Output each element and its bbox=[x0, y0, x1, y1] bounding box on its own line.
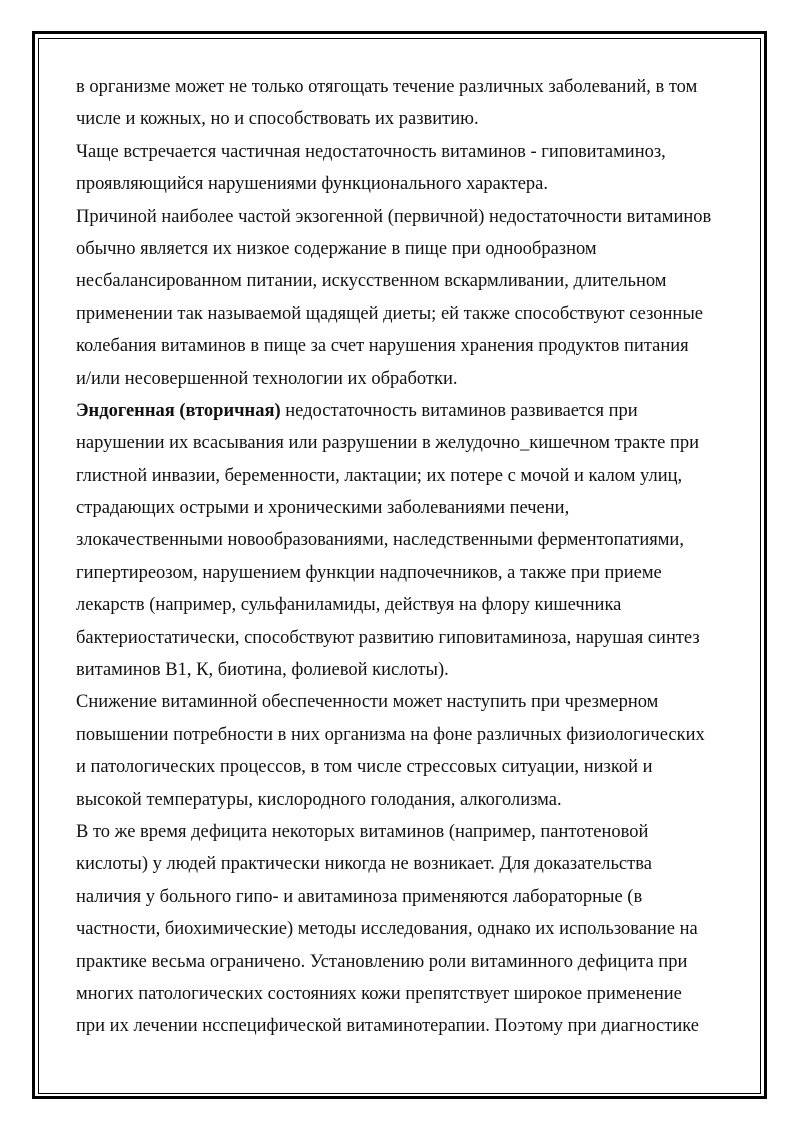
text-line: витаминов В1, К, биотина, фолиевой кислоты). bbox=[76, 660, 449, 681]
text-line: применении так называемой щадящей диеты; ей также способствуют сезонные bbox=[76, 303, 703, 324]
text-line: практике весьма ограничено. Установлению роли витаминного дефицита при bbox=[76, 951, 688, 972]
text-line: страдающих острыми и хроническими заболеваниями печени, bbox=[76, 498, 570, 519]
text-line: обычно является их низкое содержание в пище при однообразном bbox=[76, 238, 597, 259]
text-line: Чаще встречается частичная недостаточность витаминов - гиповитаминоз, bbox=[76, 141, 666, 162]
text-line: при их лечении нсспецифической витаминотерапии. Поэтому при диагностике bbox=[76, 1016, 699, 1037]
text-line: и/или несовершенной технологии их обработки. bbox=[76, 368, 458, 389]
document-body bbox=[76, 71, 726, 1043]
text-line: несбалансированном питании, искусственном вскармливании, длительном bbox=[76, 271, 667, 292]
text-line: высокой температуры, кислородного голодания, алкоголизма. bbox=[76, 789, 562, 810]
text-line: частности, биохимические) методы исследования, однако их использование на bbox=[76, 919, 698, 940]
text-line: кислоты) у людей практически никогда не возникает. Для доказательства bbox=[76, 854, 652, 875]
text-line: гипертиреозом, нарушением функции надпочечников, а также при приеме bbox=[76, 562, 662, 583]
text-line: повышении потребности в них организма на фоне различных физиологических bbox=[76, 724, 705, 745]
text-line: колебания витаминов в пище за счет нарушения хранения продуктов питания bbox=[76, 336, 689, 357]
text-line: глистной инвазии, беременности, лактации; их потере с мочой и калом улиц, bbox=[76, 465, 683, 486]
text-line: многих патологических состояниях кожи препятствует широкое применение bbox=[76, 983, 682, 1004]
text-line: злокачественными новообразованиями, наследственными ферментопатиями, bbox=[76, 530, 684, 551]
text-line-rest: недостаточность витаминов развивается при bbox=[280, 400, 638, 421]
text-line: проявляющийся нарушениями функционального характера. bbox=[76, 174, 548, 195]
text-line: Снижение витаминной обеспеченности может наступить при чрезмерном bbox=[76, 692, 659, 713]
text-line: наличия у больного гипо- и авитаминоза применяются лабораторные (в bbox=[76, 886, 643, 907]
text-line: Причиной наиболее частой экзогенной (первичной) недостаточности витаминов bbox=[76, 206, 712, 227]
text-line: числе и кожных, но и способствовать их развитию. bbox=[76, 109, 479, 130]
text-line: и патологических процессов, в том числе стрессовых ситуации, низкой и bbox=[76, 757, 653, 778]
text-line: в организме может не только отягощать течение различных заболеваний, в том bbox=[76, 77, 698, 97]
text-line: бактериостатически, способствуют развитию гиповитаминоза, нарушая синтез bbox=[76, 627, 700, 648]
text-line-with-bold-term bbox=[76, 395, 726, 427]
text-line: лекарств (например, сульфаниламиды, действуя на флору кишечника bbox=[76, 595, 622, 616]
bold-term: Эндогенная (вторичная) bbox=[76, 400, 281, 421]
text-line: нарушении их всасывания или разрушении в желудочно_кишечном тракте при bbox=[76, 433, 700, 454]
text-line: В то же время дефицита некоторых витаминов (например, пантотеновой bbox=[76, 821, 649, 842]
